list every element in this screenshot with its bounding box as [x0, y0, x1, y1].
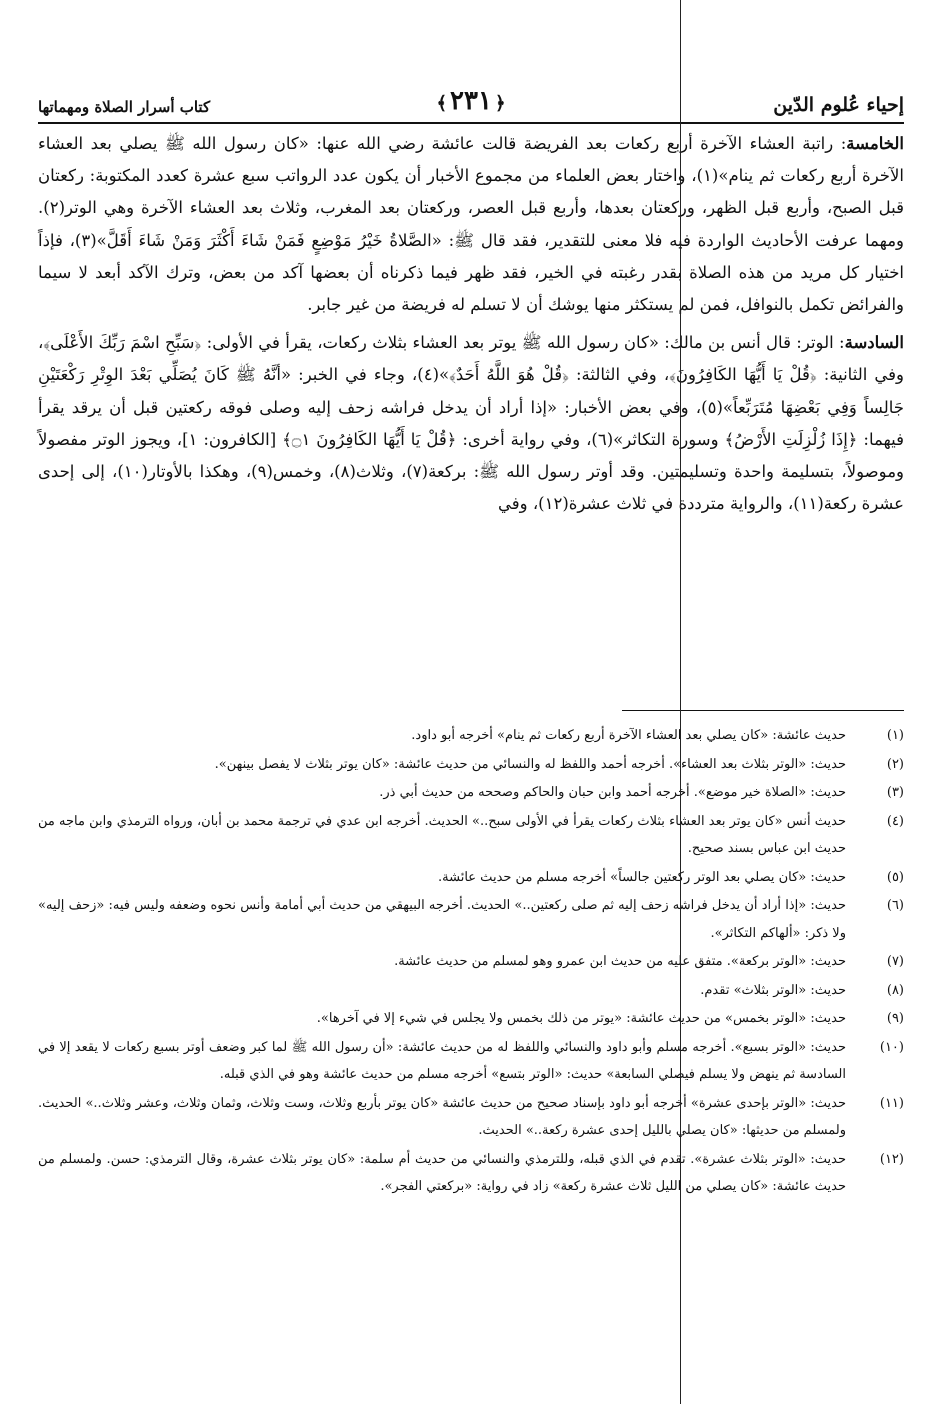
footnote-item [38, 1090, 904, 1145]
footnote-text: حديث: «الوتر بإحدى عشرة» أخرجه أبو داود بإسناد صحيح من حديث عائشة «كان يوتر بأربع وثلاث، وست وثلاث، وثمان وثلاث، وعشر وثلاث..» الحديث. ولمسلم من حديثها: «كان يصلي بالليل إحدى عشرة ركعة..» الحديث. [38, 1095, 846, 1138]
footnote-number: (٧) [886, 954, 904, 969]
paragraph-sixth [38, 327, 904, 520]
footnote-number: (١١) [879, 1095, 904, 1111]
paragraph-fifth [38, 128, 904, 321]
footnote-item [38, 948, 904, 976]
book-title: إحياء عُلوم الدّين [773, 94, 904, 116]
footnote-text: حديث: «إذا أراد أن يدخل فراشه زحف إليه ثم صلى ركعتين..» الحديث. أخرجه البيهقي من حديث أبي أمامة وأنس نحوه وضعفه وليس فيه: «زحف إليه» ولا ذكر: «ألهاكم التكاثر». [38, 898, 846, 941]
footnote-separator [622, 710, 904, 711]
footnote-number: (٩) [886, 1011, 904, 1026]
footnote-number: (٨) [886, 982, 904, 998]
footnote-item [38, 864, 904, 892]
paragraph-lead: الخامسة [846, 134, 904, 153]
footnote-item [38, 977, 904, 1005]
footnote-number: (٣) [886, 785, 904, 800]
footnote-text: حديث: «الوتر بثلاث عشرة». تقدم في الذي قبله، وللترمذي والنسائي من حديث أم سلمة: «كان يوتر بثلاث عشرة، وقال الترمذي: حسن. ولمسلم من حديث عائشة: «كان يصلي من الليل ثلاث عشرة ركعة» زاد في رواية: «بركعتي الفجر». [38, 1151, 846, 1194]
footnote-number: (٥) [886, 869, 904, 885]
page-number: ٢٣١ [450, 86, 492, 116]
chapter-title: كتاب أسرار الصلاة ومهماتها [38, 98, 211, 116]
footnote-item [38, 892, 904, 947]
footnote-number: (٤) [886, 813, 904, 829]
footnote-number: (١٢) [879, 1151, 904, 1167]
footnote-item [38, 1034, 904, 1089]
footnote-item [38, 808, 904, 863]
footnote-number: (١) [886, 728, 904, 743]
paragraph-body: : الوتر: قال أنس بن مالك: «كان رسول الله ﷺ يوتر بعد العشاء بثلاث ركعات، يقرأ في الأولى: ﴿سَبِّحِ اسْمَ رَبِّكَ الأَعْلَى﴾، وفي الثانية: ﴿قُلْ يَا أَيُّهَا الكَافِرُونَ﴾، وفي الثالثة: ﴿قُلْ هُوَ اللَّهُ أَحَدٌ﴾»(٤)، وجاء في الخبر: «أنَّهُ ﷺ كَانَ يُصَلِّي بَعْدَ الوِتْرِ رَكْعَتَيْنِ جَالِساً وَفِي بَعْضِهَا مُتَرَبِّعاً»(٥)، وفي بعض الأخبار: «إذا أراد أن يدخل فراشه زحف إليه وصلى فوقه ركعتين قبل أن يرقد يقرأ فيهما: ﴿إِذَا زُلْزِلَتِ الأَرْضُ﴾ وسورة التكاثر»(٦)، وفي رواية أخرى: ﴿قُلْ يَا أَيُّهَا الكَافِرُونَ ۝١﴾ [الكافرون: ١]، ويجوز الوتر مفصولاً وموصولاً، بتسليمة واحدة وتسليمتين. وقد أوتر رسول الله ﷺ: بركعة(٧)، وثلاث(٨)، وخمس(٩)، وهكذا بالأوتار(١٠)، إلى إحدى عشرة ركعة(١١)، والرواية مترددة في ثلاث عشرة(١٢)، وفي [38, 333, 905, 514]
footnote-text: حديث: «الوتر بخمس» من حديث عائشة: «يوتر من ذلك بخمس ولا يجلس في شيء إلا في آخرها». [316, 1011, 846, 1026]
footnote-text: حديث: «الصلاة خير موضع». أخرجه أحمد وابن حبان والحاكم وصححه من حديث أبي ذر. [379, 785, 846, 800]
footnote-text: حديث: «الوتر بركعة». متفق عليه من حديث ابن عمرو وهو لمسلم من حديث عائشة. [394, 954, 846, 969]
paragraph-body: : راتبة العشاء الآخرة أربع ركعات بعد الفريضة قالت عائشة رضي الله عنها: «كان رسول الله ﷺ يصلي بعد العشاء الآخرة أربع ركعات ثم ينام»(١)، واختار بعض العلماء من مجموع الأخبار أن يكون عدد الرواتب سبع عشرة كعدد المكتوبة: ركعتان قبل الصبح، وأربع قبل الظهر، وركعتان بعدها، وأربع قبل العصر، وركعتان بعد المغرب، وثلاث بعد العشاء الآخرة وهي الوتر(٢). ومهما عرفت الأحاديث الواردة فيه فلا معنى للتقدير، فقد قال ﷺ: «الصَّلاةُ خَيْرُ مَوْضِعٍ فَمَنْ شَاءَ أَكْثَرَ وَمَنْ شَاءَ أَقَلَّ»(٣)، فإذاً اختيار كل مريد من هذه الصلاة بقدر رغبته في الخير، فقد ظهر فيما ذكرناه أن بعضها آكد من بعض، وترك الآكد أبعد لا سيما والفرائض تكمل بالنوافل، فمن لم يستكثر منها يوشك أن لا تسلم له فريضة من غير جابر. [38, 134, 905, 315]
page-number-block [434, 86, 509, 116]
footnote-text: حديث: «كان يصلي بعد الوتر ركعتين جالساً» أخرجه مسلم من حديث عائشة. [438, 869, 846, 885]
paragraph-lead: السادسة [844, 333, 904, 353]
footnote-number: (١٠) [879, 1039, 904, 1055]
left-ornament-icon: ﴿ [494, 93, 506, 114]
footnote-text: حديث: «الوتر بسبع». أخرجه مسلم وأبو داود والنسائي واللفظ له من حديث عائشة: «أن رسول الله ﷺ لما كبر وضعف أوتر بسبع ركعات لا يقعد إلا في السادسة ثم ينهض ولا يسلم فيصلي السابعة» حديث: «الوتر بتسع» أخرجه مسلم من حديث عائشة وهو في الذي قبله. [38, 1039, 846, 1082]
footnote-text: حديث أنس «كان يوتر بعد العشاء بثلاث ركعات يقرأ في الأولى سبح..» الحديث. أخرجه ابن عدي في ترجمة محمد بن أبان، ورواه الترمذي وابن ماجه من حديث ابن عباس بسند صحيح. [38, 813, 846, 856]
main-text [38, 128, 904, 526]
footnote-item [38, 751, 904, 779]
footnote-item [38, 1005, 904, 1033]
footnote-text: حديث عائشة: «كان يصلي بعد العشاء الآخرة أربع ركعات ثم ينام» أخرجه أبو داود. [411, 728, 846, 743]
right-ornament-icon: ﴾ [436, 93, 448, 114]
footnote-item [38, 722, 904, 750]
scan-fold-line [680, 0, 681, 1404]
footnote-text: حديث: «الوتر بثلاث بعد العشاء». أخرجه أحمد واللفظ له والنسائي من حديث عائشة: «كان يوتر بثلاث لا يفصل بينهن». [214, 756, 846, 772]
page-header [38, 60, 904, 124]
footnotes [38, 722, 904, 1202]
footnote-item [38, 779, 904, 807]
footnote-item [38, 1146, 904, 1201]
footnote-number: (٢) [886, 756, 904, 772]
footnote-number: (٦) [886, 898, 904, 913]
footnote-text: حديث: «الوتر بثلاث» تقدم. [700, 982, 846, 998]
